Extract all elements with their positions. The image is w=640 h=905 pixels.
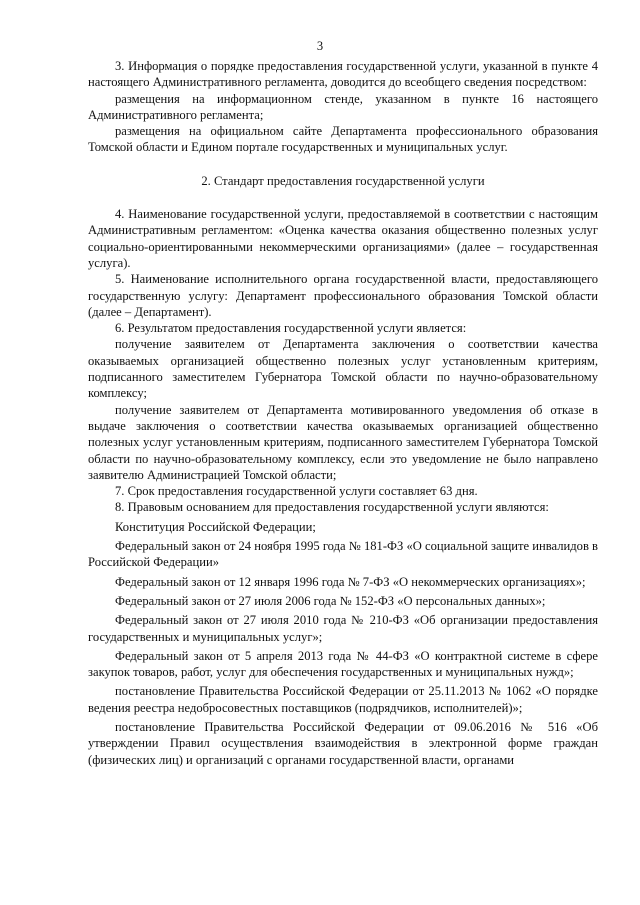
paragraph: 4. Наименование государственной услуги, предоставляемой в соответствии с настоящим Административным регламентом: «Оценка качества оказания общественно полезных услуг социально-ориентированными некоммерческими организациями» (далее – государственная услуга). bbox=[88, 207, 598, 270]
paragraph: 3. Информация о порядке предоставления государственной услуги, указанной в пункте 4 настоящего Административного регламента, доводится до всеобщего сведения посредством: bbox=[88, 59, 598, 90]
page-number: 3 bbox=[316, 39, 324, 53]
paragraph: постановление Правительства Российской Федерации от 09.06.2016 № 516 «Об утверждении Правил осуществления взаимодействия в электронной форме граждан (физических лиц) и организаций с органами государственной власти, органами bbox=[88, 719, 598, 767]
paragraph: 8. Правовым основанием для предоставления государственной услуги являются: bbox=[115, 500, 549, 515]
paragraph: 6. Результатом предоставления государственной услуги является: bbox=[115, 321, 467, 336]
paragraph: Федеральный закон от 27 июля 2010 года № 210-ФЗ «Об организации предоставления государственных и муниципальных услуг»; bbox=[88, 613, 598, 644]
paragraph: Федеральный закон от 24 ноября 1995 года № 181-ФЗ «О социальной защите инвалидов в Российской Федерации» bbox=[88, 539, 598, 570]
paragraph: постановление Правительства Российской Федерации от 25.11.2013 № 1062 «О порядке ведения реестра недобросовестных поставщиков (подрядчиков, исполнителей)»; bbox=[88, 684, 598, 715]
paragraph: Конституция Российской Федерации; bbox=[115, 519, 316, 534]
paragraph: получение заявителем от Департамента заключения о соответствии качества оказываемых организацией общественно полезных услуг установленным критериям, подписанного заместителем Губернатора Томской области по научно-образовательному комплексу; bbox=[88, 337, 598, 401]
paragraph: размещения на официальном сайте Департамента профессионального образования Томской области и Едином портале государственных и муниципальных услуг. bbox=[88, 124, 598, 155]
paragraph: Федеральный закон от 12 января 1996 года № 7-ФЗ «О некоммерческих организациях»; bbox=[115, 574, 586, 589]
document-body bbox=[88, 58, 598, 768]
paragraph: 5. Наименование исполнительного органа государственной власти, предоставляющего государственную услугу: Департамент профессионального образования Томской области (далее – Департамент). bbox=[88, 272, 598, 319]
paragraph: размещения на информационном стенде, указанном в пункте 16 настоящего Административного регламента; bbox=[88, 91, 598, 122]
paragraph: 7. Срок предоставления государственной услуги составляет 63 дня. bbox=[115, 484, 478, 499]
paragraph: получение заявителем от Департамента мотивированного уведомления об отказе в выдаче заключения о соответствии качества оказываемых организацией общественно полезных услуг установленным критериям, подписанного заместителем Губернатора Томской области по научно-образовательному комплексу, если это уведомление не было направлено заявителю Администрацией Томской области; bbox=[88, 402, 598, 482]
section-title: 2. Стандарт предоставления государственной услуги bbox=[201, 173, 485, 188]
paragraph: Федеральный закон от 5 апреля 2013 года № 44-ФЗ «О контрактной системе в сфере закупок товаров, работ, услуг для обеспечения государственных и муниципальных нужд»; bbox=[88, 648, 598, 680]
paragraph: Федеральный закон от 27 июля 2006 года № 152-ФЗ «О персональных данных»; bbox=[115, 593, 546, 608]
